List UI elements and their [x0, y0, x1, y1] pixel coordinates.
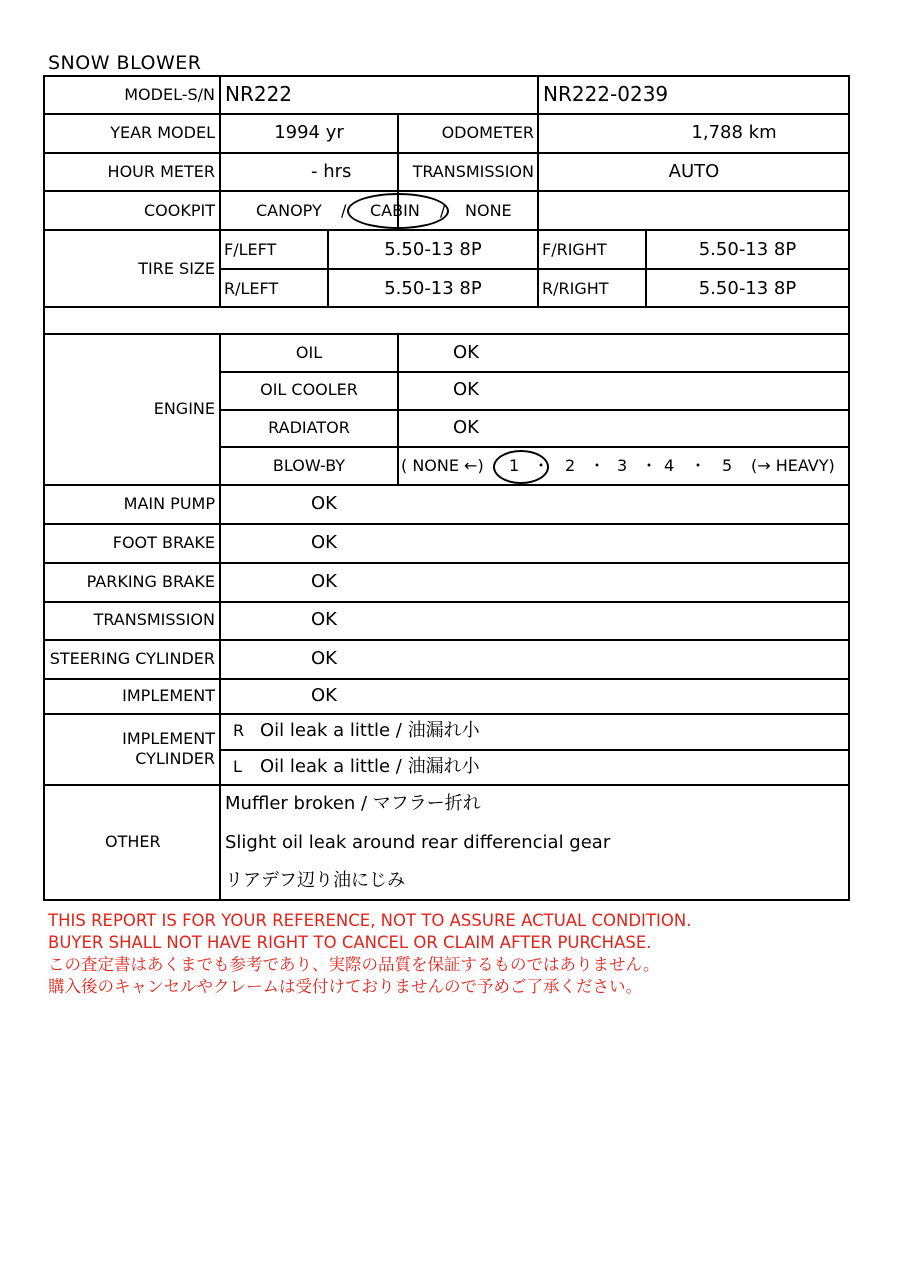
- blow-by-scale-start: ( NONE ←): [401, 456, 484, 475]
- parking-brake-value: OK: [311, 571, 337, 592]
- year-model-label: YEAR MODEL: [110, 123, 215, 142]
- row-divider: [43, 784, 850, 786]
- rear-right-value: 5.50-13 8P: [698, 278, 797, 299]
- transmission-value: AUTO: [668, 161, 720, 182]
- row-divider: [43, 229, 850, 231]
- blow-by-level-2: 2: [565, 456, 576, 475]
- hour-meter-value: - hrs: [311, 161, 352, 182]
- row-divider: [220, 268, 850, 270]
- row-divider: [43, 678, 850, 680]
- model-value: NR222: [225, 82, 293, 106]
- implement-label: IMPLEMENT: [122, 686, 215, 705]
- steering-cylinder-value: OK: [311, 648, 337, 669]
- oil-cooler-label: OIL COOLER: [260, 380, 358, 399]
- other-note-line: リアデフ辺り油にじみ: [225, 870, 405, 891]
- col-divider: [219, 75, 221, 306]
- table-border-right: [848, 75, 850, 901]
- row-divider: [43, 562, 850, 564]
- implement-cylinder-l-note: Oil leak a little / 油漏れ小: [260, 756, 480, 777]
- oil-value: OK: [453, 342, 479, 363]
- model-sn-label: MODEL-S/N: [124, 85, 215, 104]
- blow-by-label: BLOW-BY: [272, 456, 346, 475]
- document-title: SNOW BLOWER: [48, 52, 202, 74]
- row-divider: [43, 113, 850, 115]
- col-divider: [219, 333, 221, 899]
- front-left-value: 5.50-13 8P: [384, 239, 482, 260]
- cockpit-label: COOKPIT: [144, 201, 215, 220]
- row-divider: [43, 152, 850, 154]
- row-divider: [43, 190, 850, 192]
- blow-by-selected-circle: [493, 450, 549, 484]
- steering-cylinder-label: STEERING CYLINDER: [49, 649, 215, 668]
- odometer-label: ODOMETER: [441, 123, 534, 142]
- row-divider: [43, 523, 850, 525]
- row-divider: [43, 484, 850, 486]
- main-pump-value: OK: [311, 493, 337, 514]
- blow-by-level-5: 5: [722, 456, 733, 475]
- disclaimer-line: BUYER SHALL NOT HAVE RIGHT TO CANCEL OR CLAIM AFTER PURCHASE.: [48, 933, 652, 952]
- inspection-table: [43, 75, 850, 901]
- implement-value: OK: [311, 685, 337, 706]
- row-divider: [220, 371, 850, 373]
- row-divider: [43, 306, 850, 308]
- cabin-selected-circle: [347, 193, 449, 229]
- table-border-top: [43, 75, 850, 77]
- blow-by-separator: ・: [690, 456, 707, 475]
- row-divider: [220, 749, 850, 751]
- disclaimer-line: THIS REPORT IS FOR YOUR REFERENCE, NOT TO ASSURE ACTUAL CONDITION.: [48, 911, 692, 930]
- row-divider: [43, 639, 850, 641]
- year-model-value: 1994 yr: [274, 122, 344, 143]
- hour-meter-label: HOUR METER: [107, 162, 215, 181]
- cockpit-option-cabin: CABIN: [370, 201, 420, 220]
- tire-size-label: TIRE SIZE: [138, 259, 215, 278]
- other-label: OTHER: [105, 832, 161, 851]
- implement-cylinder-r-side: R: [233, 721, 245, 740]
- blow-by-separator: ・: [589, 456, 606, 475]
- rear-left-label: R/LEFT: [224, 279, 279, 298]
- parking-brake-label: PARKING BRAKE: [86, 572, 215, 591]
- transmission-check-label: TRANSMISSION: [93, 610, 215, 629]
- implement-cylinder-label-line1: IMPLEMENT: [122, 729, 215, 748]
- transmission-label: TRANSMISSION: [412, 162, 534, 181]
- front-right-value: 5.50-13 8P: [698, 239, 797, 260]
- implement-cylinder-r-note: Oil leak a little / 油漏れ小: [260, 720, 480, 741]
- foot-brake-value: OK: [311, 532, 337, 553]
- row-divider: [43, 601, 850, 603]
- serial-number-value: NR222-0239: [543, 82, 669, 106]
- blow-by-scale-end: (→ HEAVY): [751, 456, 835, 475]
- cockpit-separator: /: [341, 201, 347, 220]
- oil-cooler-value: OK: [453, 379, 479, 400]
- implement-cylinder-l-side: L: [233, 757, 242, 776]
- implement-cylinder-label-line2: CYLINDER: [135, 749, 215, 768]
- cockpit-option-none: NONE: [465, 201, 512, 220]
- oil-label: OIL: [295, 343, 323, 362]
- front-right-label: F/RIGHT: [542, 240, 607, 259]
- other-note-line: Slight oil leak around rear differencial gear: [225, 832, 611, 853]
- row-divider: [43, 713, 850, 715]
- row-divider: [43, 333, 850, 335]
- other-note-line: Muffler broken / マフラー折れ: [225, 793, 481, 814]
- disclaimer-line: 購入後のキャンセルやクレームは受付けておりませんので予めご了承ください。: [48, 977, 642, 996]
- transmission-check-value: OK: [311, 609, 337, 630]
- rear-right-label: R/RIGHT: [542, 279, 609, 298]
- cockpit-separator: /: [440, 201, 446, 220]
- row-divider: [220, 446, 850, 448]
- main-pump-label: MAIN PUMP: [123, 494, 215, 513]
- disclaimer-line: この査定書はあくまでも参考であり、実際の品質を保証するものではありません。: [48, 955, 660, 974]
- blow-by-separator: ・: [641, 456, 658, 475]
- foot-brake-label: FOOT BRAKE: [112, 533, 215, 552]
- radiator-label: RADIATOR: [268, 418, 350, 437]
- table-border-left: [43, 75, 45, 901]
- engine-label: ENGINE: [153, 399, 215, 418]
- blow-by-separator: ・: [533, 456, 550, 475]
- rear-left-value: 5.50-13 8P: [384, 278, 482, 299]
- row-divider: [220, 409, 850, 411]
- disclaimer: [48, 910, 691, 998]
- cockpit-option-canopy: CANOPY: [256, 201, 322, 220]
- table-border-bottom: [43, 899, 850, 901]
- col-divider: [397, 333, 399, 484]
- radiator-value: OK: [453, 417, 479, 438]
- blow-by-level-4: 4: [664, 456, 675, 475]
- blow-by-level-1: 1: [509, 456, 520, 475]
- blow-by-level-3: 3: [617, 456, 628, 475]
- col-divider: [537, 75, 539, 306]
- odometer-value: 1,788 km: [691, 122, 777, 143]
- front-left-label: F/LEFT: [224, 240, 277, 259]
